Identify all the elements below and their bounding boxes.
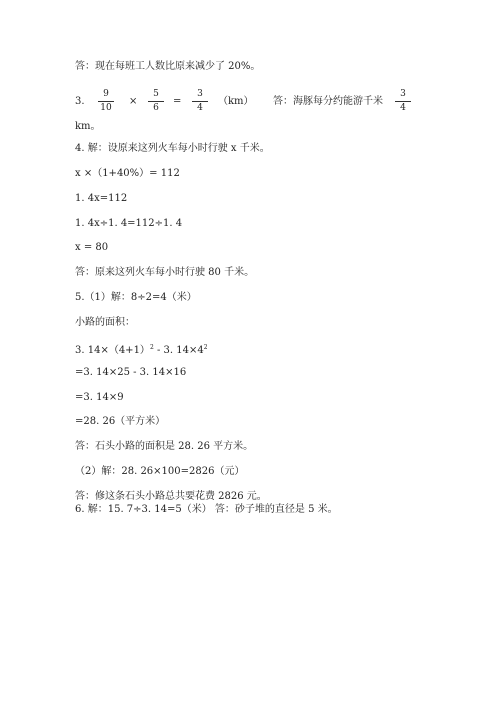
times-sign: ×: [129, 96, 138, 107]
area-result-line: =28. 26（平方米）: [75, 416, 166, 427]
area-calc-line-2: =3. 14×9: [75, 392, 124, 403]
superscript-square: 2: [149, 344, 154, 351]
fraction-bar: [192, 101, 208, 102]
solution-5-part-2: （2）解：28. 26×100=2826（元）: [75, 466, 245, 477]
equation-line-3: 1. 4x÷1. 4=112÷1. 4: [75, 218, 183, 229]
fraction-bar: [98, 101, 114, 102]
area-formula-part-b: - 3. 14×4: [153, 345, 204, 356]
unit-km-tail: km。: [75, 121, 101, 132]
fraction-numerator: 3: [197, 89, 203, 99]
problem-number-3: 3.: [75, 96, 85, 107]
equation-line-4: x = 80: [75, 242, 109, 253]
equation-line-2: 1. 4x=112: [75, 193, 128, 204]
fraction-denominator: 10: [100, 103, 112, 113]
fraction-3-4-answer: [395, 89, 411, 114]
superscript-square: 2: [203, 344, 208, 351]
solution-5-part-1: 5.（1）解：8÷2=4（米）: [75, 292, 197, 303]
fraction-5-6: [148, 89, 164, 114]
fraction-denominator: 4: [400, 103, 406, 113]
area-calc-line-1: =3. 14×25 - 3. 14×16: [75, 367, 187, 378]
fraction-denominator: 6: [153, 103, 159, 113]
solution-6-line: 6. 解：15. 7÷3. 14=5（米） 答：砂子堆的直径是 5 米。: [75, 504, 338, 515]
fraction-numerator: 5: [153, 89, 159, 99]
area-formula-line: [75, 342, 208, 357]
fraction-numerator: 9: [103, 89, 109, 99]
unit-km: （km）: [218, 96, 254, 107]
fraction-9-10: [98, 89, 114, 114]
path-area-label: 小路的面积：: [75, 317, 135, 328]
fraction-numerator: 3: [400, 89, 406, 99]
fraction-bar: [148, 101, 164, 102]
fraction-bar: [395, 101, 411, 102]
answer-line-area: 答：石头小路的面积是 28. 26 平方米。: [75, 441, 254, 452]
answer-dolphin: 答：海豚每分约能游千米: [273, 96, 383, 107]
solution-4-setup: 4. 解：设原来这列火车每小时行驶 x 千米。: [75, 143, 270, 154]
equals-sign: =: [173, 96, 182, 107]
answer-line-reduction: 答：现在每班工人数比原来减少了 20%。: [75, 61, 261, 72]
area-formula-part-a: 3. 14×（4+1）: [75, 345, 150, 356]
equation-line-1: x ×（1+40%）= 112: [75, 168, 180, 179]
fraction-denominator: 4: [197, 103, 203, 113]
answer-line-train: 答：原来这列火车每小时行驶 80 千米。: [75, 267, 255, 278]
answer-line-cost: 答：修这条石头小路总共要花费 2826 元。: [75, 491, 267, 502]
fraction-3-4: [192, 89, 208, 114]
